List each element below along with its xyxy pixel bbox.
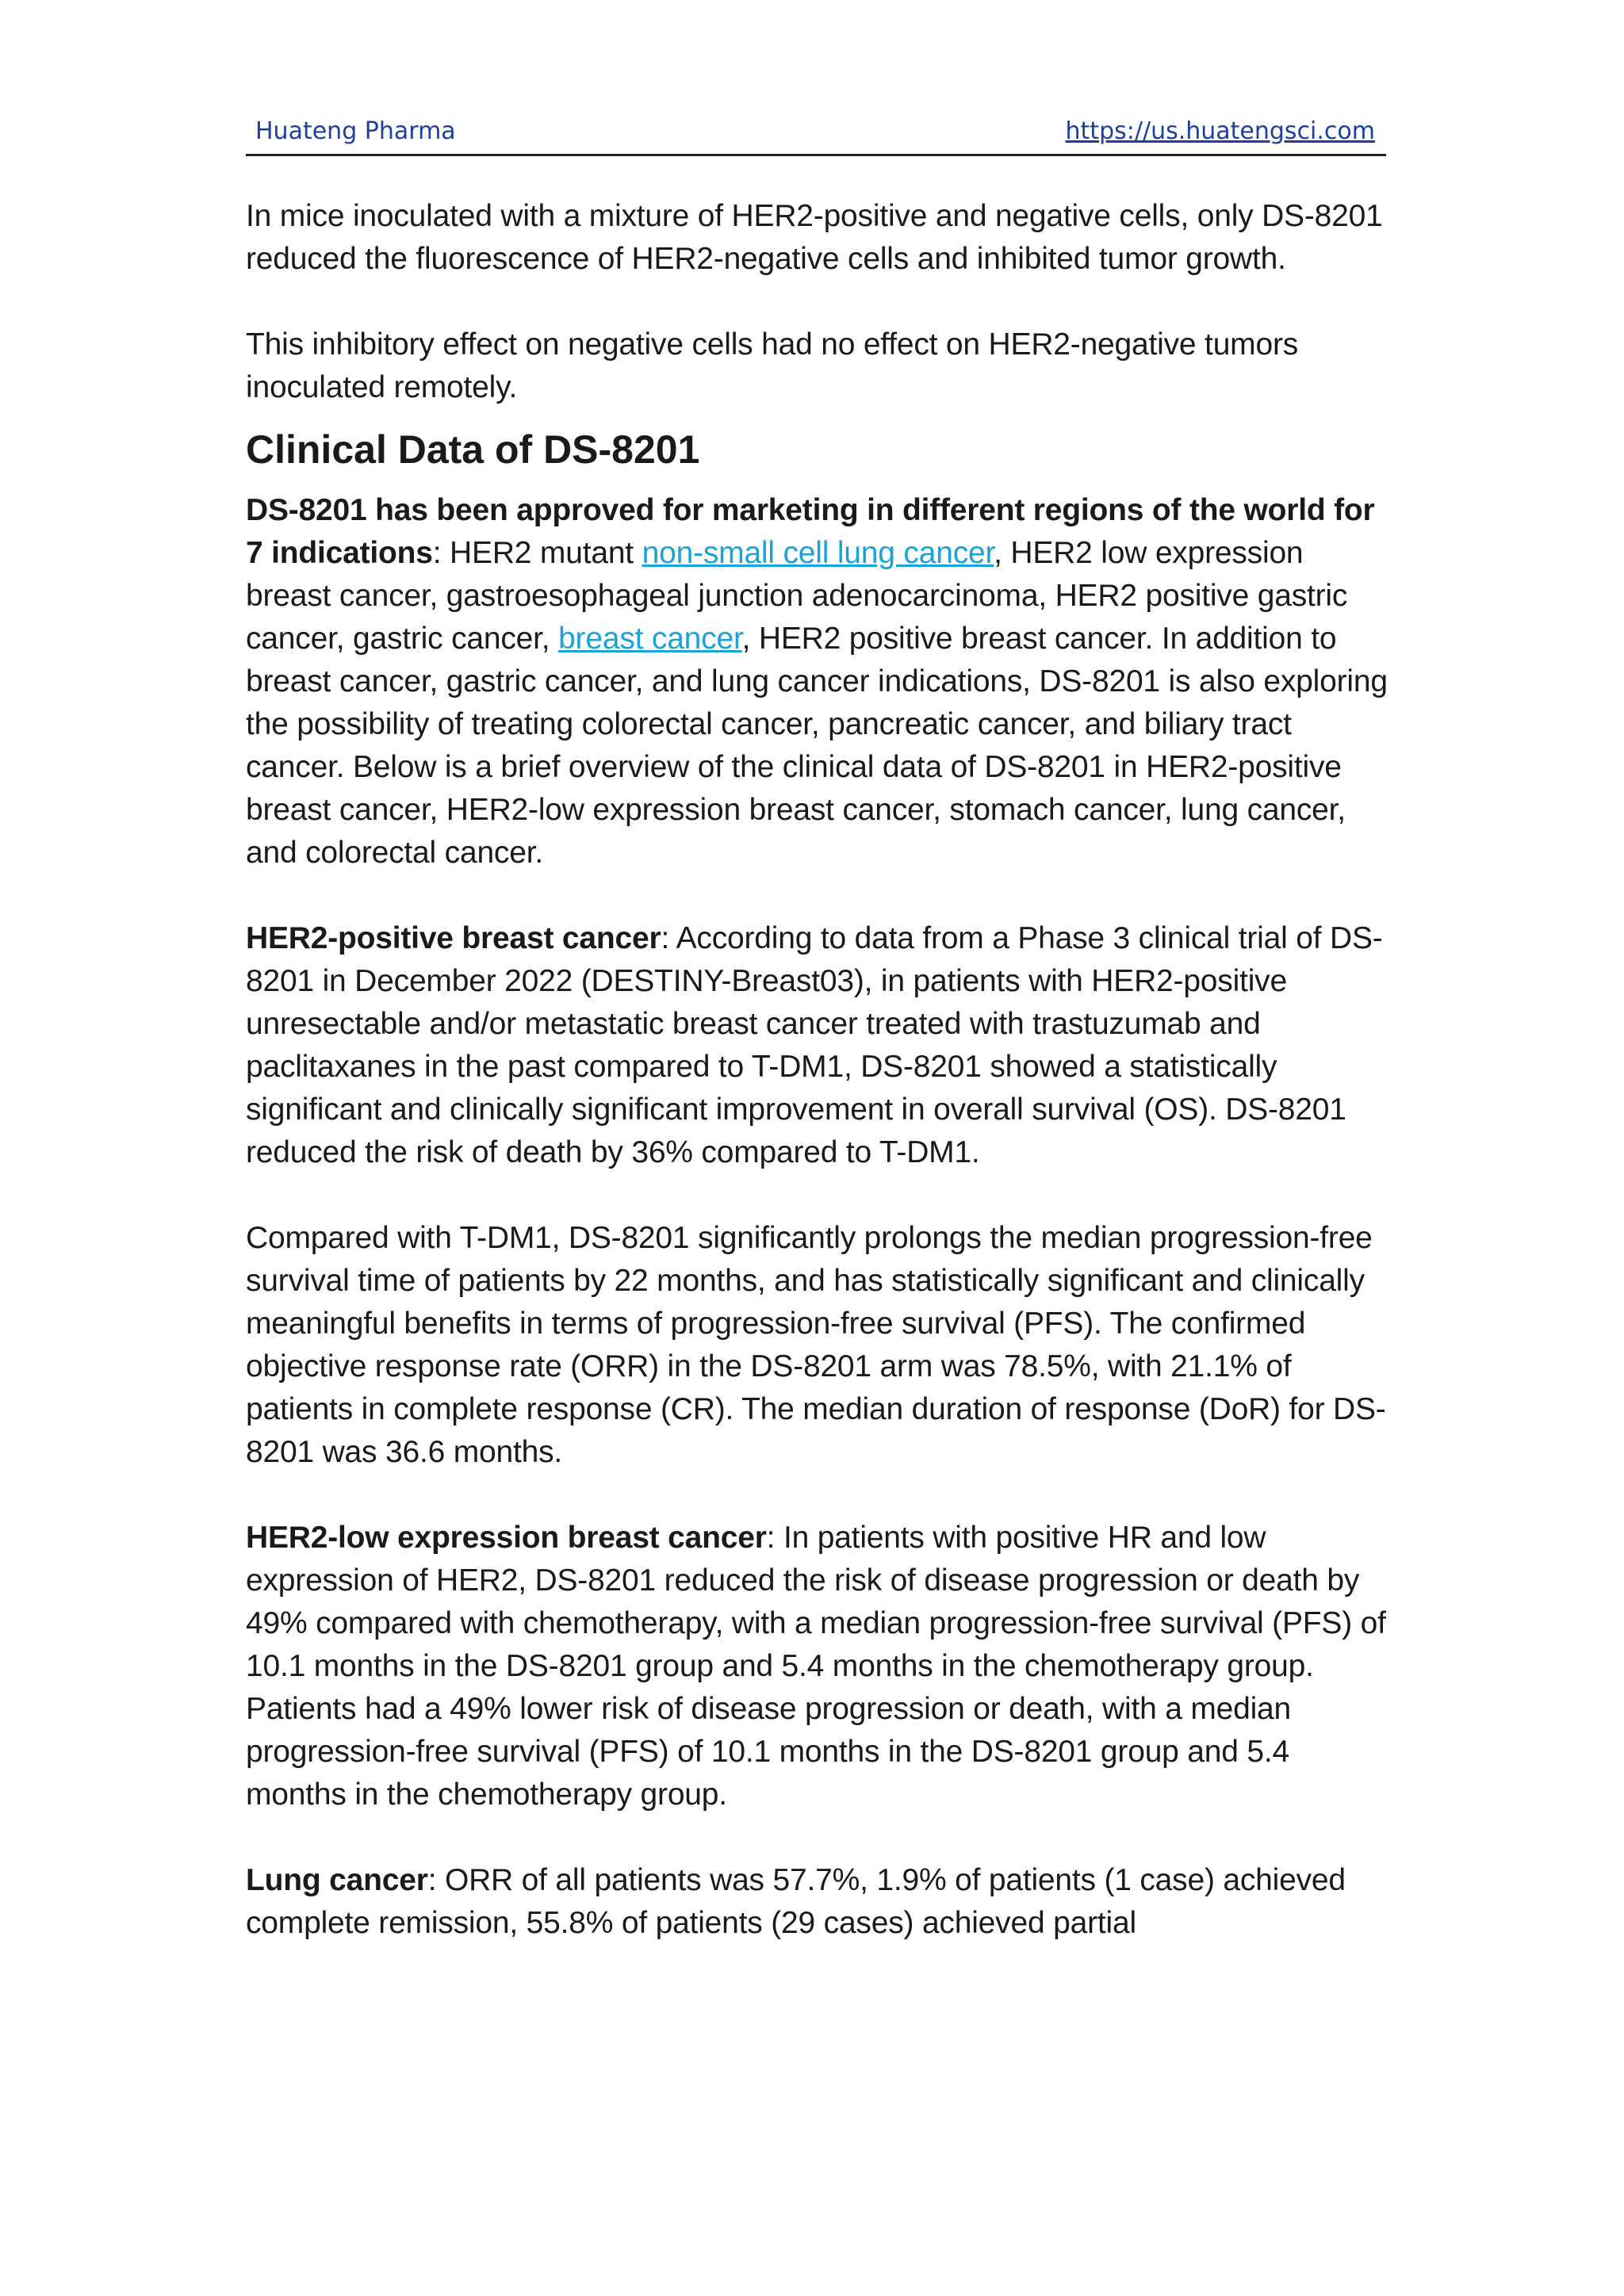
- her2-low-lead: HER2-low expression breast cancer: [246, 1521, 767, 1555]
- her2-low-text: : In patients with positive HR and low expression of HER2, DS-8201 reduced the risk of disease progression or death by 49% compared with chemotherapy, with a median progression-free survival (PFS) of 10.1 months in the DS-8201 group and 5.4 months in the chemotherapy group. Patients had a 49% lower risk of disease progression or death, with a median progression-free survival (PFS) of 10.1 months in the DS-8201 group and 5.4 months in the chemotherapy group.: [246, 1521, 1386, 1812]
- link-breast-cancer[interactable]: breast cancer: [558, 622, 742, 656]
- approval-lead: DS-8201 has been approved for marketing in different regions of the world for 7 indications: [246, 493, 1375, 570]
- paragraph-inhibitory-effect: This inhibitory effect on negative cells had no effect on HER2-negative tumors inoculated remotely.: [246, 327, 1299, 404]
- her2-positive-lead: HER2-positive breast cancer: [246, 921, 661, 955]
- approval-text-1: : HER2 mutant: [432, 536, 642, 570]
- paragraph-her2-low: [246, 1517, 1396, 1816]
- paragraph-pfs: Compared with T-DM1, DS-8201 significantly prolongs the median progression-free survival time of patients by 22 months, and has statistically significant and clinically meaningful benefits in terms of progression-free survival (PFS). The confirmed objective response rate (ORR) in the DS-8201 arm was 78.5%, with 21.1% of patients in complete response (CR). The median duration of response (DoR) for DS-8201 was 36.6 months.: [246, 1221, 1386, 1469]
- paragraph-approval: [246, 489, 1396, 874]
- document-body: [246, 195, 1396, 1945]
- header-brand: Huateng Pharma: [255, 117, 456, 145]
- lung-cancer-lead: Lung cancer: [246, 1863, 428, 1897]
- paragraph-lung-cancer: [246, 1859, 1396, 1945]
- approval-text-3: , HER2 positive breast cancer. In addition to breast cancer, gastric cancer, and lung cancer indications, DS-8201 is also exploring the possibility of treating colorectal cancer, pancreatic cancer, and biliary tract cancer. Below is a brief overview of the clinical data of DS-8201 in HER2-positive breast cancer, HER2-low expression breast cancer, stomach cancer, lung cancer, and colorectal cancer.: [246, 622, 1388, 870]
- her2-positive-text: : According to data from a Phase 3 clinical trial of DS-8201 in December 2022 (DESTINY-Breast03), in patients with HER2-positive unresectable and/or metastatic breast cancer treated with trastuzumab and paclitaxanes in the past compared to T-DM1, DS-8201 showed a statistically significant and clinically significant improvement in overall survival (OS). DS-8201 reduced the risk of death by 36% compared to T-DM1.: [246, 921, 1383, 1169]
- page-header: [246, 114, 1386, 156]
- header-url-link[interactable]: https://us.huatengsci.com: [1065, 117, 1375, 145]
- approval-text-2: , HER2 low expression breast cancer, gastroesophageal junction adenocarcinoma, HER2 positive gastric cancer, gastric cancer,: [246, 536, 1348, 656]
- link-non-small-cell-lung-cancer[interactable]: non-small cell lung cancer: [642, 536, 994, 570]
- paragraph-her2-positive: [246, 917, 1396, 1174]
- section-title: Clinical Data of DS-8201: [246, 427, 700, 472]
- paragraph-mice-experiment: In mice inoculated with a mixture of HER2-positive and negative cells, only DS-8201 reduced the fluorescence of HER2-negative cells and inhibited tumor growth.: [246, 199, 1383, 276]
- lung-cancer-text: : ORR of all patients was 57.7%, 1.9% of patients (1 case) achieved complete remission, 55.8% of patients (29 cases) achieved partial: [246, 1863, 1346, 1940]
